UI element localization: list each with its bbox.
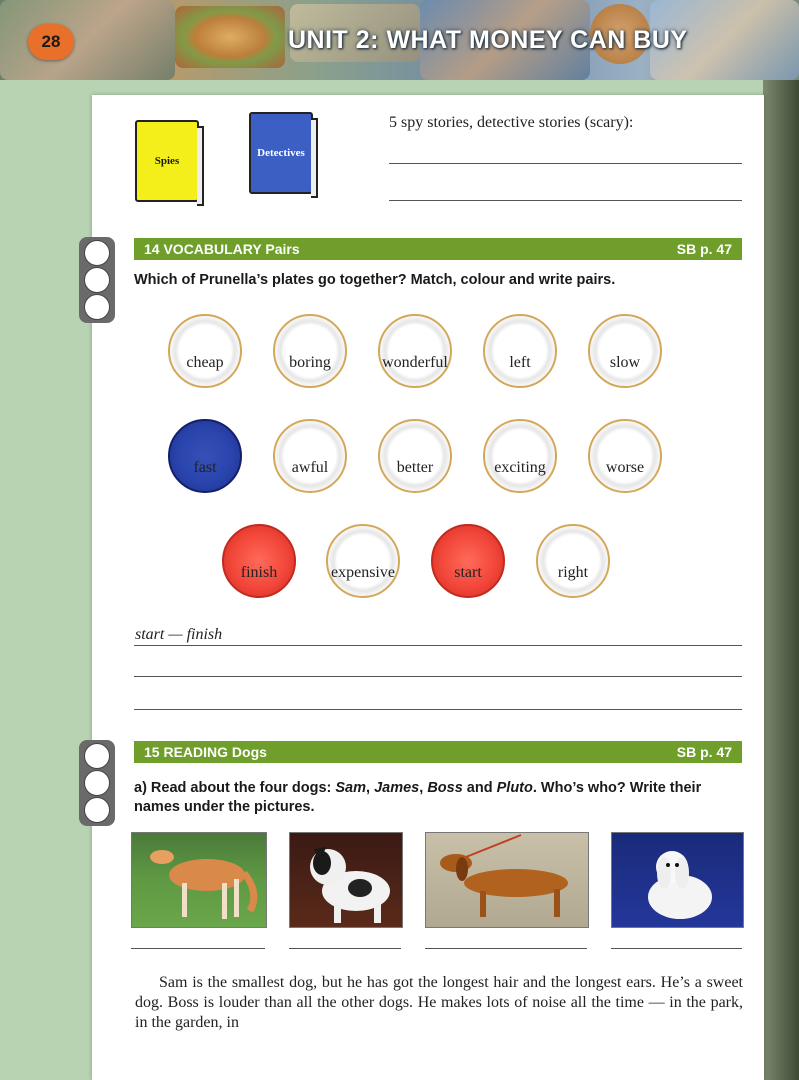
plate-label: boring bbox=[289, 354, 331, 371]
plate-finish[interactable] bbox=[222, 524, 296, 598]
plate-fast[interactable] bbox=[168, 419, 242, 493]
spies-book-label: Spies bbox=[154, 155, 180, 167]
instr-text: , bbox=[419, 780, 428, 796]
plate-worse[interactable] bbox=[588, 419, 662, 493]
reading-text bbox=[135, 973, 743, 1033]
section-14-ref: SB p. 47 bbox=[676, 241, 732, 257]
ring-icon bbox=[84, 294, 110, 320]
dachshund-icon bbox=[426, 833, 588, 927]
plate-better[interactable] bbox=[378, 419, 452, 493]
dog-name: Sam bbox=[335, 780, 367, 796]
plate-label: expensive bbox=[331, 564, 395, 581]
plate-label: cheap bbox=[186, 354, 224, 371]
answer-line[interactable] bbox=[134, 709, 742, 710]
answer-line[interactable] bbox=[134, 645, 742, 646]
answer-line[interactable] bbox=[611, 948, 742, 949]
answer-line[interactable] bbox=[131, 948, 265, 949]
answer-line[interactable] bbox=[389, 200, 742, 201]
ring-icon bbox=[84, 267, 110, 293]
plate-label: better bbox=[396, 459, 434, 476]
ring-icon bbox=[84, 770, 110, 796]
plate-label: left bbox=[509, 354, 531, 371]
page-edge-shadow bbox=[763, 80, 799, 1080]
dog-name: Pluto bbox=[496, 780, 533, 796]
plate-start[interactable] bbox=[431, 524, 505, 598]
section-14-header bbox=[134, 238, 742, 260]
plate-awful[interactable] bbox=[273, 419, 347, 493]
plate-label: start bbox=[454, 564, 482, 581]
dog-name: James bbox=[374, 780, 420, 796]
difficulty-rings-icon bbox=[79, 237, 115, 323]
reading-paragraph: Sam is the smallest dog, but he has got the longest hair and the longest ears. He’s a sweet dog. Boss is louder than all the other dogs. He makes lots of noise all the time — in the park, in the garden, in bbox=[135, 974, 743, 1031]
plate-label: finish bbox=[240, 564, 278, 581]
difficulty-rings-icon bbox=[79, 740, 115, 826]
section-15-ref: SB p. 47 bbox=[676, 744, 732, 760]
answer-line[interactable] bbox=[425, 948, 587, 949]
plate-label: exciting bbox=[494, 459, 546, 476]
borzoi-icon bbox=[132, 833, 266, 927]
dachshund-photo bbox=[425, 832, 589, 928]
plate-boring[interactable] bbox=[273, 314, 347, 388]
section-15-instruction bbox=[134, 779, 744, 817]
spies-book-icon bbox=[135, 120, 199, 202]
plate-label: wonderful bbox=[382, 354, 448, 371]
instr-text: . Who’s who? Write their names under the pictures. bbox=[134, 780, 702, 815]
section-14-instruction: Which of Prunella’s plates go together? Match, colour and write pairs. bbox=[134, 272, 616, 288]
instr-text: a) Read about the four dogs: bbox=[134, 780, 336, 796]
borzoi-photo bbox=[131, 832, 267, 928]
plate-slow[interactable] bbox=[588, 314, 662, 388]
people-photo bbox=[0, 0, 175, 80]
dog-name: Boss bbox=[427, 780, 463, 796]
page-number-badge: 28 bbox=[28, 24, 74, 60]
section-15-title: 15 READING Dogs bbox=[144, 744, 267, 760]
ring-icon bbox=[84, 743, 110, 769]
answer-line[interactable] bbox=[289, 948, 401, 949]
sandwich-image bbox=[175, 6, 285, 68]
plate-label: fast bbox=[193, 459, 217, 476]
ring-icon bbox=[84, 797, 110, 823]
maltese-icon bbox=[612, 833, 743, 927]
bulldog-icon bbox=[290, 833, 402, 927]
plate-label: worse bbox=[605, 459, 645, 476]
answer-line[interactable] bbox=[389, 163, 742, 164]
instr-text: , bbox=[366, 780, 375, 796]
unit-title: UNIT 2: WHAT MONEY CAN BUY bbox=[288, 26, 688, 54]
plate-label: awful bbox=[291, 459, 329, 476]
plate-right[interactable] bbox=[536, 524, 610, 598]
plate-label: slow bbox=[609, 354, 641, 371]
bulldog-photo bbox=[289, 832, 403, 928]
section-14-title: 14 VOCABULARY Pairs bbox=[144, 241, 300, 257]
plate-expensive[interactable] bbox=[326, 524, 400, 598]
detectives-book-icon bbox=[249, 112, 313, 194]
example-pair: start — finish bbox=[135, 626, 223, 643]
maltese-photo bbox=[611, 832, 744, 928]
answer-line[interactable] bbox=[134, 676, 742, 677]
ring-icon bbox=[84, 240, 110, 266]
detectives-book-label: Detectives bbox=[257, 147, 305, 159]
task5-prompt: 5 spy stories, detective stories (scary): bbox=[389, 114, 634, 131]
instr-text: and bbox=[462, 780, 497, 796]
plate-exciting[interactable] bbox=[483, 419, 557, 493]
plate-label: right bbox=[557, 564, 589, 581]
plate-cheap[interactable] bbox=[168, 314, 242, 388]
plate-wonderful[interactable] bbox=[378, 314, 452, 388]
plate-left[interactable] bbox=[483, 314, 557, 388]
section-15-header bbox=[134, 741, 742, 763]
